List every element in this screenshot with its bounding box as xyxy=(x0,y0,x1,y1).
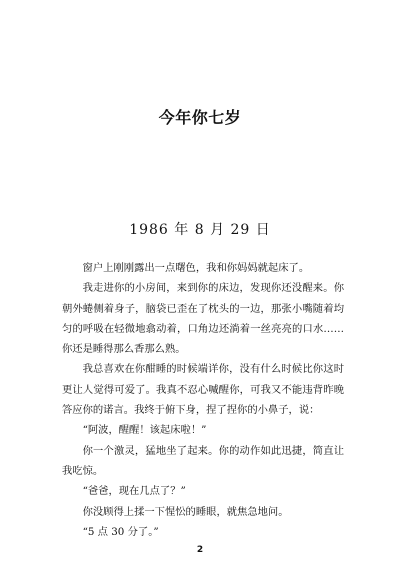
paragraph: “阿波，醒醒！该起床啦！” xyxy=(82,424,207,437)
chapter-title: 今年你七岁 xyxy=(158,108,242,127)
paragraph: 你没顾得上揉一下惺忪的睡眼，就焦急地问。 xyxy=(82,505,289,518)
page-number: 2 xyxy=(196,545,204,555)
body-text xyxy=(62,258,344,542)
paragraph: 窗户上刚刚露出一点曙色，我和你妈妈就起床了。 xyxy=(82,262,310,274)
paragraph: 你一个激灵，猛地坐了起来。你的动作如此迅捷，简直让我吃惊。 xyxy=(62,444,344,477)
paragraph: 我走进你的小房间，来到你的床边，发现你还没醒来。你朝外蜷侧着身子，脑袋已歪在了枕头的一边，那张小嘴随着均匀的呼吸在轻微地翕动着，口角边还淌着一丝亮亮的口水……你还是睡得那么香那么熟。 xyxy=(62,282,344,356)
date-heading: 1986 年 8 月 29 日 xyxy=(129,222,271,238)
paragraph: 我总喜欢在你酣睡的时候端详你，没有什么时候比你这时更让人觉得可爱了。我真不忍心喊醒你，可我又不能违背昨晚答应你的诺言。我终于俯下身，捏了捏你的小鼻子，说： xyxy=(62,363,344,417)
paragraph: “爸爸，现在几点了？” xyxy=(82,485,186,498)
paragraph: “5 点 30 分了。” xyxy=(82,525,159,538)
